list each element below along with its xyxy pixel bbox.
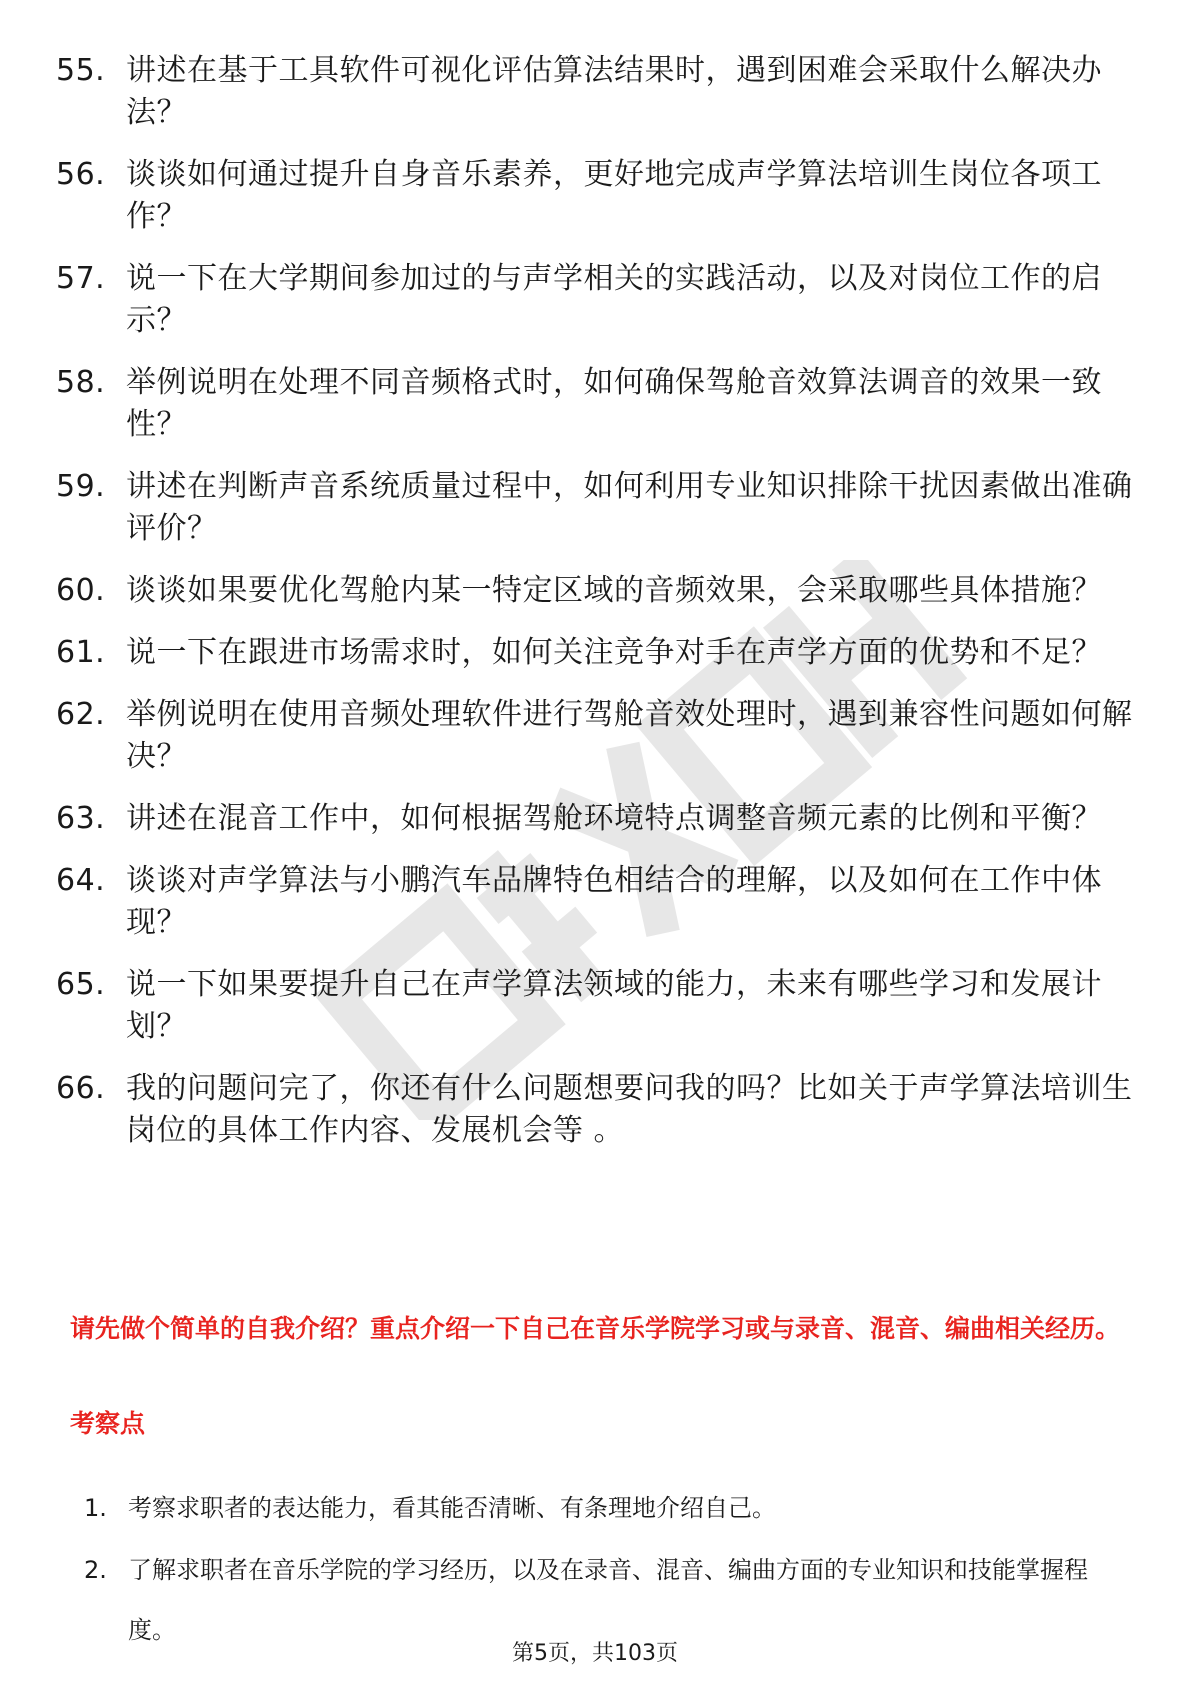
question-text: 说一下在跟进市场需求时，如何关注竞争对手在声学方面的优势和不足？	[126, 635, 1102, 670]
question-number: 63.	[56, 801, 106, 836]
question-number: 60.	[56, 573, 106, 608]
question-number: 58.	[56, 365, 106, 400]
question-number: 65.	[56, 967, 106, 1002]
question-text: 讲述在判断声音系统质量过程中，如何利用专业知识排除干扰因素做出准确评价？	[126, 469, 1133, 546]
section-heading: 考察点	[70, 1409, 146, 1438]
question-number: 55.	[56, 53, 106, 88]
question-number: 59.	[56, 469, 106, 504]
question-number: 64.	[56, 863, 106, 898]
question-text: 举例说明在处理不同音频格式时，如何确保驾舱音效算法调音的效果一致性？	[126, 365, 1102, 442]
question-text: 谈谈如果要优化驾舱内某一特定区域的音频效果，会采取哪些具体措施？	[126, 573, 1102, 608]
question-text: 讲述在基于工具软件可视化评估算法结果时，遇到困难会采取什么解决办法？	[126, 53, 1102, 130]
point-number: 2.	[84, 1556, 107, 1584]
question-item	[56, 50, 1136, 134]
assessment-points-list	[84, 1478, 1124, 1662]
question-item	[56, 466, 1136, 550]
point-text: 考察求职者的表达能力，看其能否清晰、有条理地介绍自己。	[128, 1494, 776, 1522]
question-item	[56, 964, 1136, 1048]
question-text: 举例说明在使用音频处理软件进行驾舱音效处理时，遇到兼容性问题如何解决？	[126, 697, 1133, 774]
question-item	[56, 362, 1136, 446]
question-item	[56, 570, 1136, 612]
question-number: 62.	[56, 697, 106, 732]
question-item	[56, 798, 1136, 840]
question-text: 我的问题问完了，你还有什么问题想要问我的吗？比如关于声学算法培训生岗位的具体工作内容、发展机会等 。	[126, 1071, 1133, 1148]
question-text: 说一下在大学期间参加过的与声学相关的实践活动，以及对岗位工作的启示？	[126, 261, 1102, 338]
question-item	[56, 694, 1136, 778]
question-number: 57.	[56, 261, 106, 296]
question-list	[56, 50, 1136, 1172]
point-number: 1.	[84, 1494, 107, 1522]
question-text: 说一下如果要提升自己在声学算法领域的能力，未来有哪些学习和发展计划？	[126, 967, 1102, 1044]
question-item	[56, 860, 1136, 944]
question-item	[56, 632, 1136, 674]
page-footer: 第5页，共103页	[512, 1641, 678, 1666]
question-item	[56, 1068, 1136, 1152]
question-text: 谈谈对声学算法与小鹏汽车品牌特色相结合的理解，以及如何在工作中体现？	[126, 863, 1102, 940]
question-item	[56, 154, 1136, 238]
question-number: 56.	[56, 157, 106, 192]
question-text: 谈谈如何通过提升自身音乐素养，更好地完成声学算法培训生岗位各项工作？	[126, 157, 1102, 234]
question-number: 61.	[56, 635, 106, 670]
question-number: 66.	[56, 1071, 106, 1106]
assessment-point	[84, 1478, 1124, 1538]
highlight-question: 请先做个简单的自我介绍？重点介绍一下自己在音乐学院学习或与录音、混音、编曲相关经历。	[70, 1314, 1121, 1343]
question-text: 讲述在混音工作中，如何根据驾舱环境特点调整音频元素的比例和平衡？	[126, 801, 1102, 836]
point-text: 了解求职者在音乐学院的学习经历，以及在录音、混音、编曲方面的专业知识和技能掌握程度。	[128, 1556, 1088, 1644]
question-item	[56, 258, 1136, 342]
